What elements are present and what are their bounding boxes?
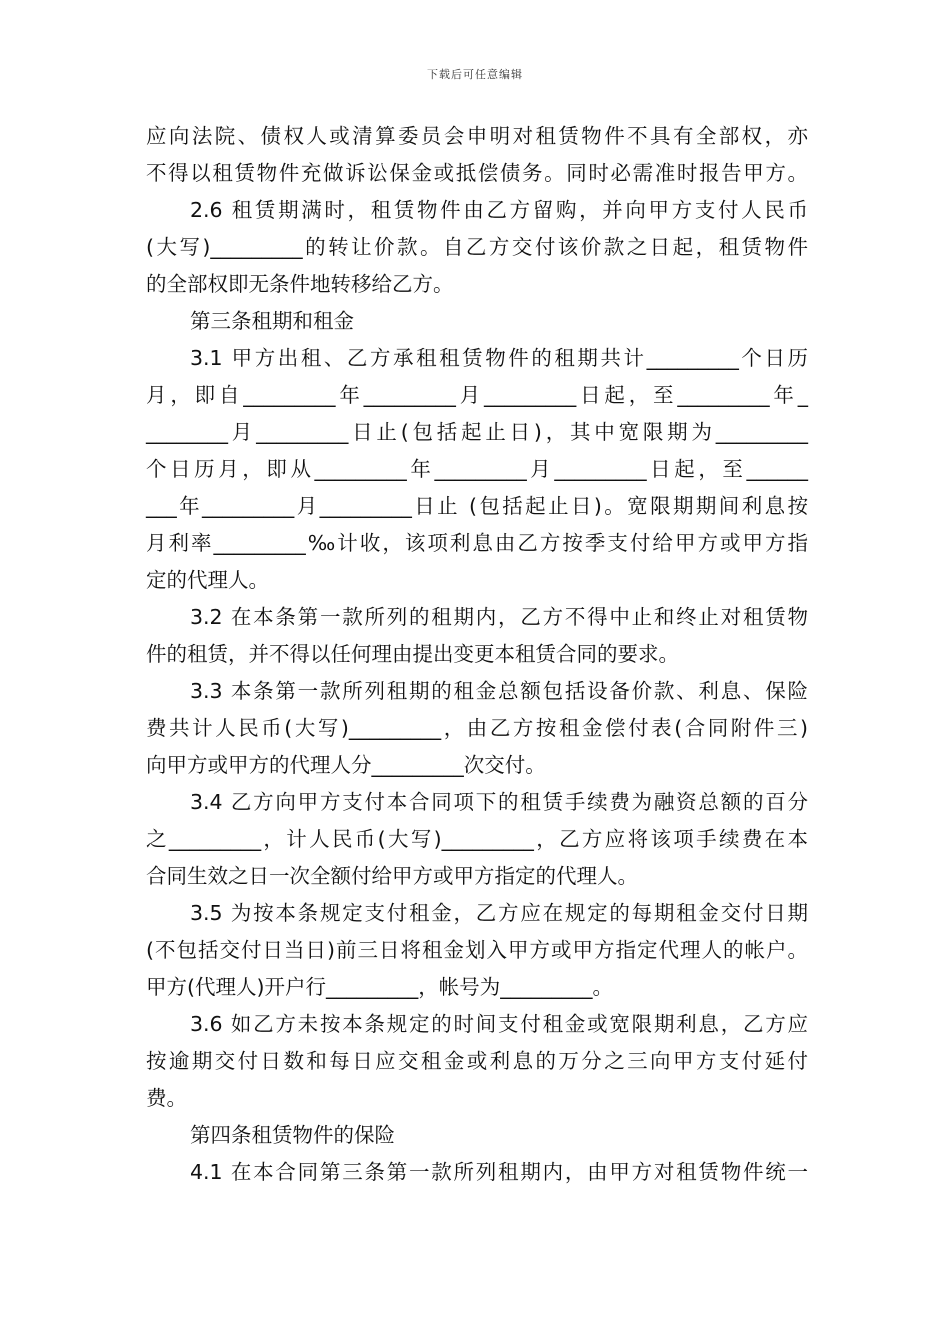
text-line: 费。 xyxy=(146,1086,187,1110)
text-line: 不得以租赁物件充做诉讼保金或抵偿债务。同时必需准时报告甲方。 xyxy=(146,161,808,185)
document-body xyxy=(146,118,808,1191)
clause-2-6: 2.6 租赁期满时，租赁物件由乙方留购，并向甲方支付人民币 xyxy=(190,198,808,222)
text-line: 之_________，计人民币(大写)_________，乙方应将该项手续费在本 xyxy=(146,827,808,851)
text-line: 月，即自_________年_________月_________日起，至_________年_ xyxy=(146,383,808,407)
text-line: 费共计人民币(大写)_________，由乙方按租金偿付表(合同附件三) xyxy=(146,716,808,740)
section-heading-3: 第三条租期和租金 xyxy=(190,309,354,333)
clause-3-2: 3.2 在本条第一款所列的租期内，乙方不得中止和终止对租赁物 xyxy=(190,605,808,629)
clause-3-3: 3.3 本条第一款所列租期的租金总额包括设备价款、利息、保险 xyxy=(190,679,808,703)
page-header: 下载后可任意编辑 xyxy=(427,68,523,81)
clause-3-5: 3.5 为按本条规定支付租金，乙方应在规定的每期租金交付日期 xyxy=(190,901,808,925)
text-line: 甲方(代理人)开户行_________，帐号为_________。 xyxy=(146,975,613,999)
text-line: 件的租赁，并不得以任何理由提出变更本租赁合同的要求。 xyxy=(146,642,679,666)
text-line: (大写)_________的转让价款。自乙方交付该价款之日起，租赁物件 xyxy=(146,235,808,259)
clause-3-1: 3.1 甲方出租、乙方承租租赁物件的租期共计_________个日历 xyxy=(190,346,808,370)
clause-3-4: 3.4 乙方向甲方支付本合同项下的租赁手续费为融资总额的百分 xyxy=(190,790,808,814)
text-line: (不包括交付日当日)前三日将租金划入甲方或甲方指定代理人的帐户。 xyxy=(146,938,808,962)
text-line: ___年_________月_________日止 (包括起止日)。宽限期期间利息按 xyxy=(146,494,808,518)
text-line: 定的代理人。 xyxy=(146,568,269,592)
clause-3-6: 3.6 如乙方未按本条规定的时间支付租金或宽限期利息，乙方应 xyxy=(190,1012,808,1036)
text-line: ________月_________日止(包括起止日)，其中宽限期为_________ xyxy=(146,420,808,444)
text-line: 应向法院、债权人或清算委员会申明对租赁物件不具有全部权，亦 xyxy=(146,124,808,148)
clause-4-1: 4.1 在本合同第三条第一款所列租期内，由甲方对租赁物件统一 xyxy=(190,1160,808,1184)
section-heading-4: 第四条租赁物件的保险 xyxy=(190,1123,395,1147)
text-line: 合同生效之日一次全额付给甲方或甲方指定的代理人。 xyxy=(146,864,638,888)
text-line: 个日历月，即从_________年_________月_________日起，至______ xyxy=(146,457,808,481)
text-line: 向甲方或甲方的代理人分_________次交付。 xyxy=(146,753,546,777)
text-line: 按逾期交付日数和每日应交租金或利息的万分之三向甲方支付延付 xyxy=(146,1049,808,1073)
text-line: 月利率_________‰计收，该项利息由乙方按季支付给甲方或甲方指 xyxy=(146,531,808,555)
text-line: 的全部权即无条件地转移给乙方。 xyxy=(146,272,454,296)
